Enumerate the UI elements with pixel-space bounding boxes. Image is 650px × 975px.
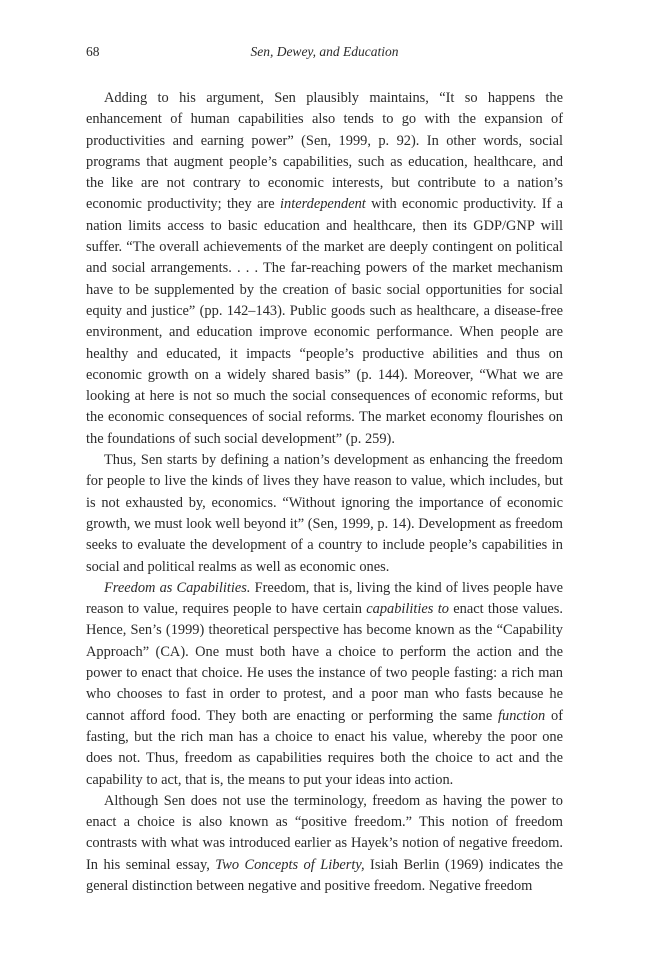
section-run-in-heading: Freedom as Capabilities. (104, 579, 251, 596)
book-title: Two Concepts of Liberty, (215, 856, 365, 873)
text-run: Thus, Sen starts by defining a nation’s development as enhancing the freedom for people to live the kinds of lives they have reason to value, which includes, but is not exhausted by, economics. “Without ignoring the importance of economic growth, we must look well beyond it” (Sen, 1999, p. 14). Development as freedom seeks to evaluate the development of a country to include people’s capabilities in social and political realms as well as economic ones. (86, 452, 563, 575)
text-run: Although Sen does not use the terminology, freedom as having the power to enact a choice is also known as “positive freedom.” This notion of freedom contrasts with what was introduced earlier as Hayek’s notion of negative freedom. In his seminal essay, (86, 792, 563, 873)
text-run: Adding to his argument, Sen plausibly maintains, “It so happens the enhancement of human capabilities also tends to go with the expansion of productivities and earning power” (Sen, 1999, p. 92). In other words, social programs that augment people’s capabilities, such as education, healthcare, and the like are not contrary to economic interests, but contribute to a nation’s economic productivity; they are (86, 90, 563, 213)
page-number: 68 (86, 44, 100, 59)
emphasis-text: capabilities to (366, 601, 449, 618)
text-run: of fasting, but the rich man has a choice to enact his value, whereby the poor one does not. Thus, freedom as capabilities requires both the choice to act and the capability to act, that is, the means to put your ideas into action. (86, 707, 563, 788)
paragraph-3 (86, 578, 563, 791)
paragraph-2 (86, 450, 563, 578)
text-run: enact those values. Hence, Sen’s (1999) theoretical perspective has become known as the “Capability Approach” (CA). One must both have a choice to perform the action and the power to enact that choice. He uses the instance of two people fasting: a rich man who chooses to fast in order to protest, and a poor man who fasts because he cannot afford food. They both are enacting or performing the same (86, 601, 563, 724)
emphasis-text: function (498, 707, 546, 724)
running-title: Sen, Dewey, and Education (250, 44, 399, 59)
text-run: with economic productivity. If a nation limits access to basic education and healthcare, then its GDP/GNP will suffer. “The overall achievements of the market are deeply contingent on political and social arrangements. . . . The far-reaching powers of the market mechanism have to be supplemented by the creation of basic social opportunities for social equity and justice” (pp. 142–143). Public goods such as healthcare, a disease-free environment, and education improve economic performance. When people are healthy and educated, it impacts “people’s productive abilities and thus on economic growth on a widely shared basis” (p. 144). Moreover, “What we are looking at here is not so much the social consequences of economic reforms, but the economic consequences of social reforms. The market economy flourishes on the foundations of such social development” (p. 259). (86, 196, 564, 447)
page-header (86, 44, 563, 64)
paragraph-4 (86, 791, 563, 897)
body-text (86, 88, 563, 897)
paragraph-1 (86, 88, 563, 450)
text-run: Isiah Berlin (1969) indicates the general distinction between negative and positive freedom. Negative freedom (86, 856, 563, 894)
text-run: Freedom, that is, living the kind of lives people have reason to value, requires people to have certain (86, 579, 563, 618)
emphasis-text: interdependent (280, 196, 366, 213)
